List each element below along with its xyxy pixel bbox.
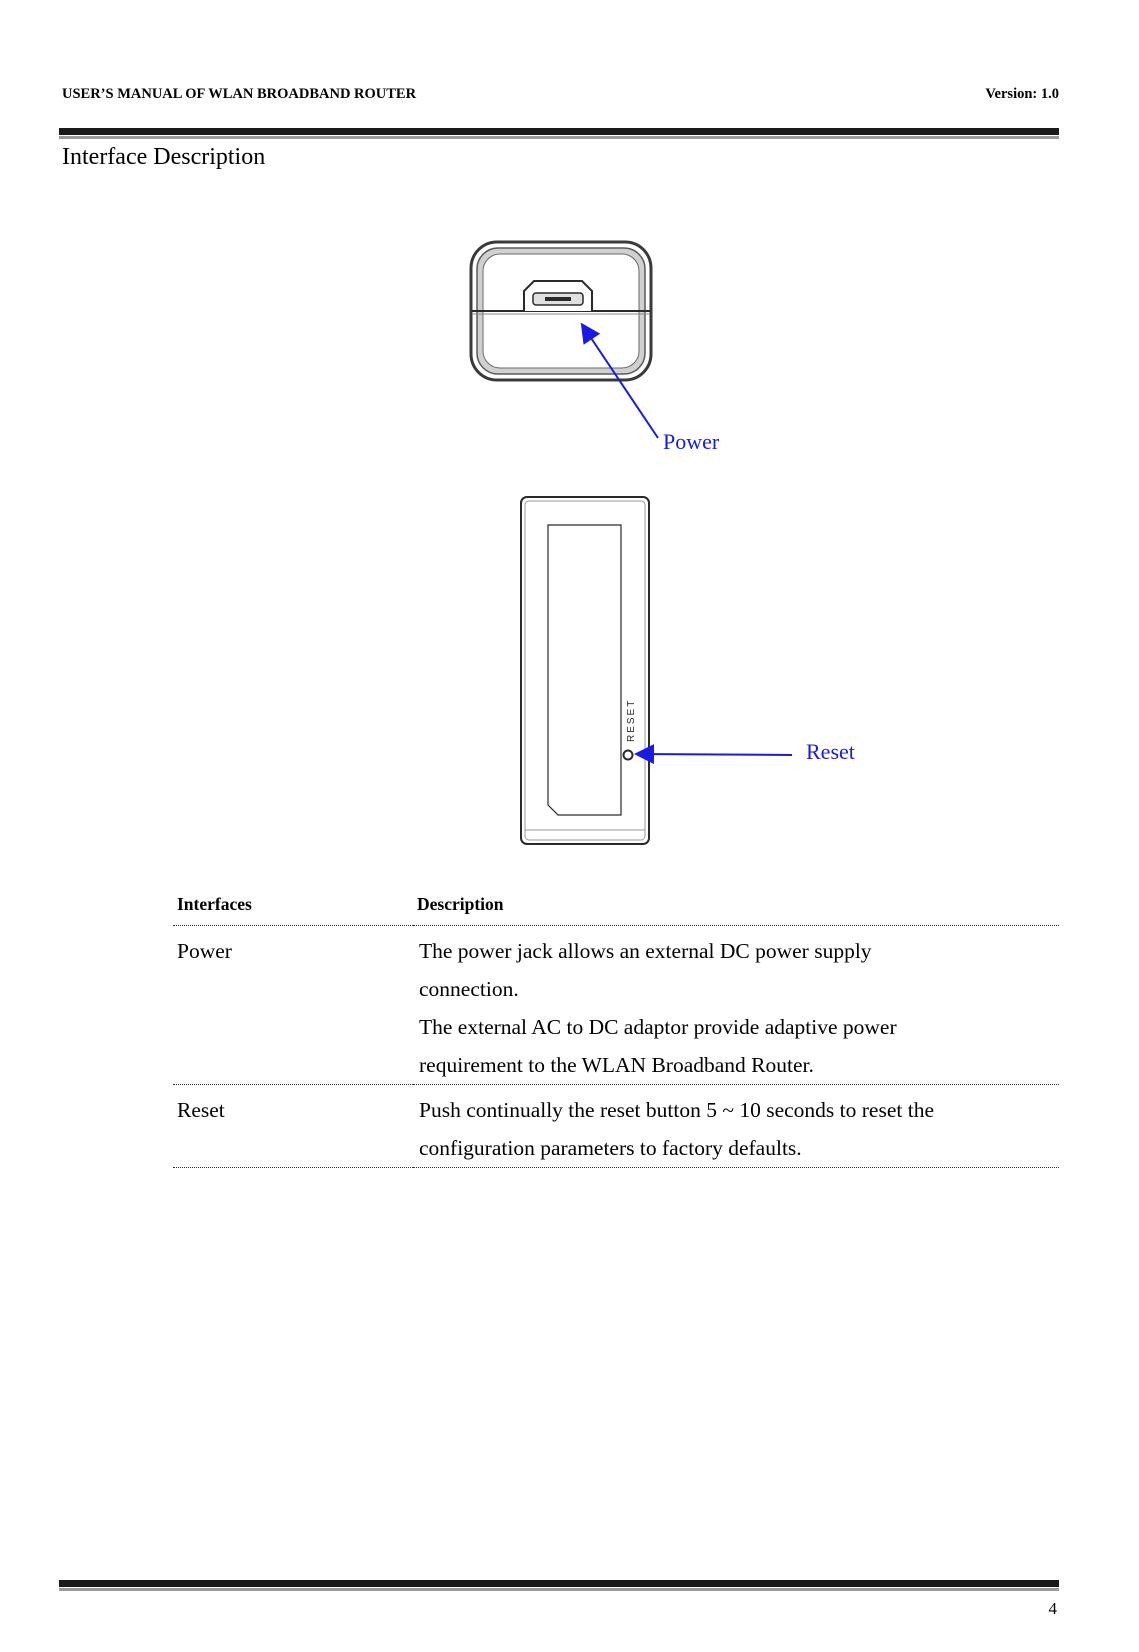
description-line: The power jack allows an external DC power supply (419, 939, 872, 963)
power-callout-label: Power (663, 429, 720, 454)
reset-callout-label: Reset (806, 739, 855, 764)
reset-button (624, 751, 633, 760)
description-line: connection. (419, 977, 519, 1001)
version-label: Version: 1.0 (985, 86, 1059, 102)
table-row (173, 926, 1059, 1085)
description-line: configuration parameters to factory defaults. (419, 1136, 802, 1160)
reset-engraving: RESET (626, 698, 637, 742)
footer-rule (59, 1580, 1059, 1591)
interface-description (413, 1085, 1059, 1168)
interface-description (413, 926, 1059, 1085)
manual-title: USER’S MANUAL OF WLAN BROADBAND ROUTER (62, 86, 417, 102)
router-side-view (521, 497, 649, 844)
power-jack (524, 281, 592, 311)
router-top-view (471, 242, 651, 380)
description-column-header: Description (413, 894, 1059, 926)
interfaces-table (173, 894, 1059, 1168)
interface-name: Power (173, 926, 413, 1085)
table-row (173, 1085, 1059, 1168)
description-line: The external AC to DC adaptor provide adaptive power (419, 1015, 897, 1039)
reset-callout-arrow (638, 754, 792, 755)
table-header-row (173, 894, 1059, 926)
section-title: Interface Description (62, 144, 266, 170)
interface-name: Reset (173, 1085, 413, 1168)
description-line: requirement to the WLAN Broadband Router. (419, 1053, 814, 1077)
page-number: 4 (1048, 1599, 1057, 1618)
description-line: Push continually the reset button 5 ~ 10 seconds to reset the (419, 1098, 935, 1122)
interfaces-column-header: Interfaces (173, 894, 413, 926)
